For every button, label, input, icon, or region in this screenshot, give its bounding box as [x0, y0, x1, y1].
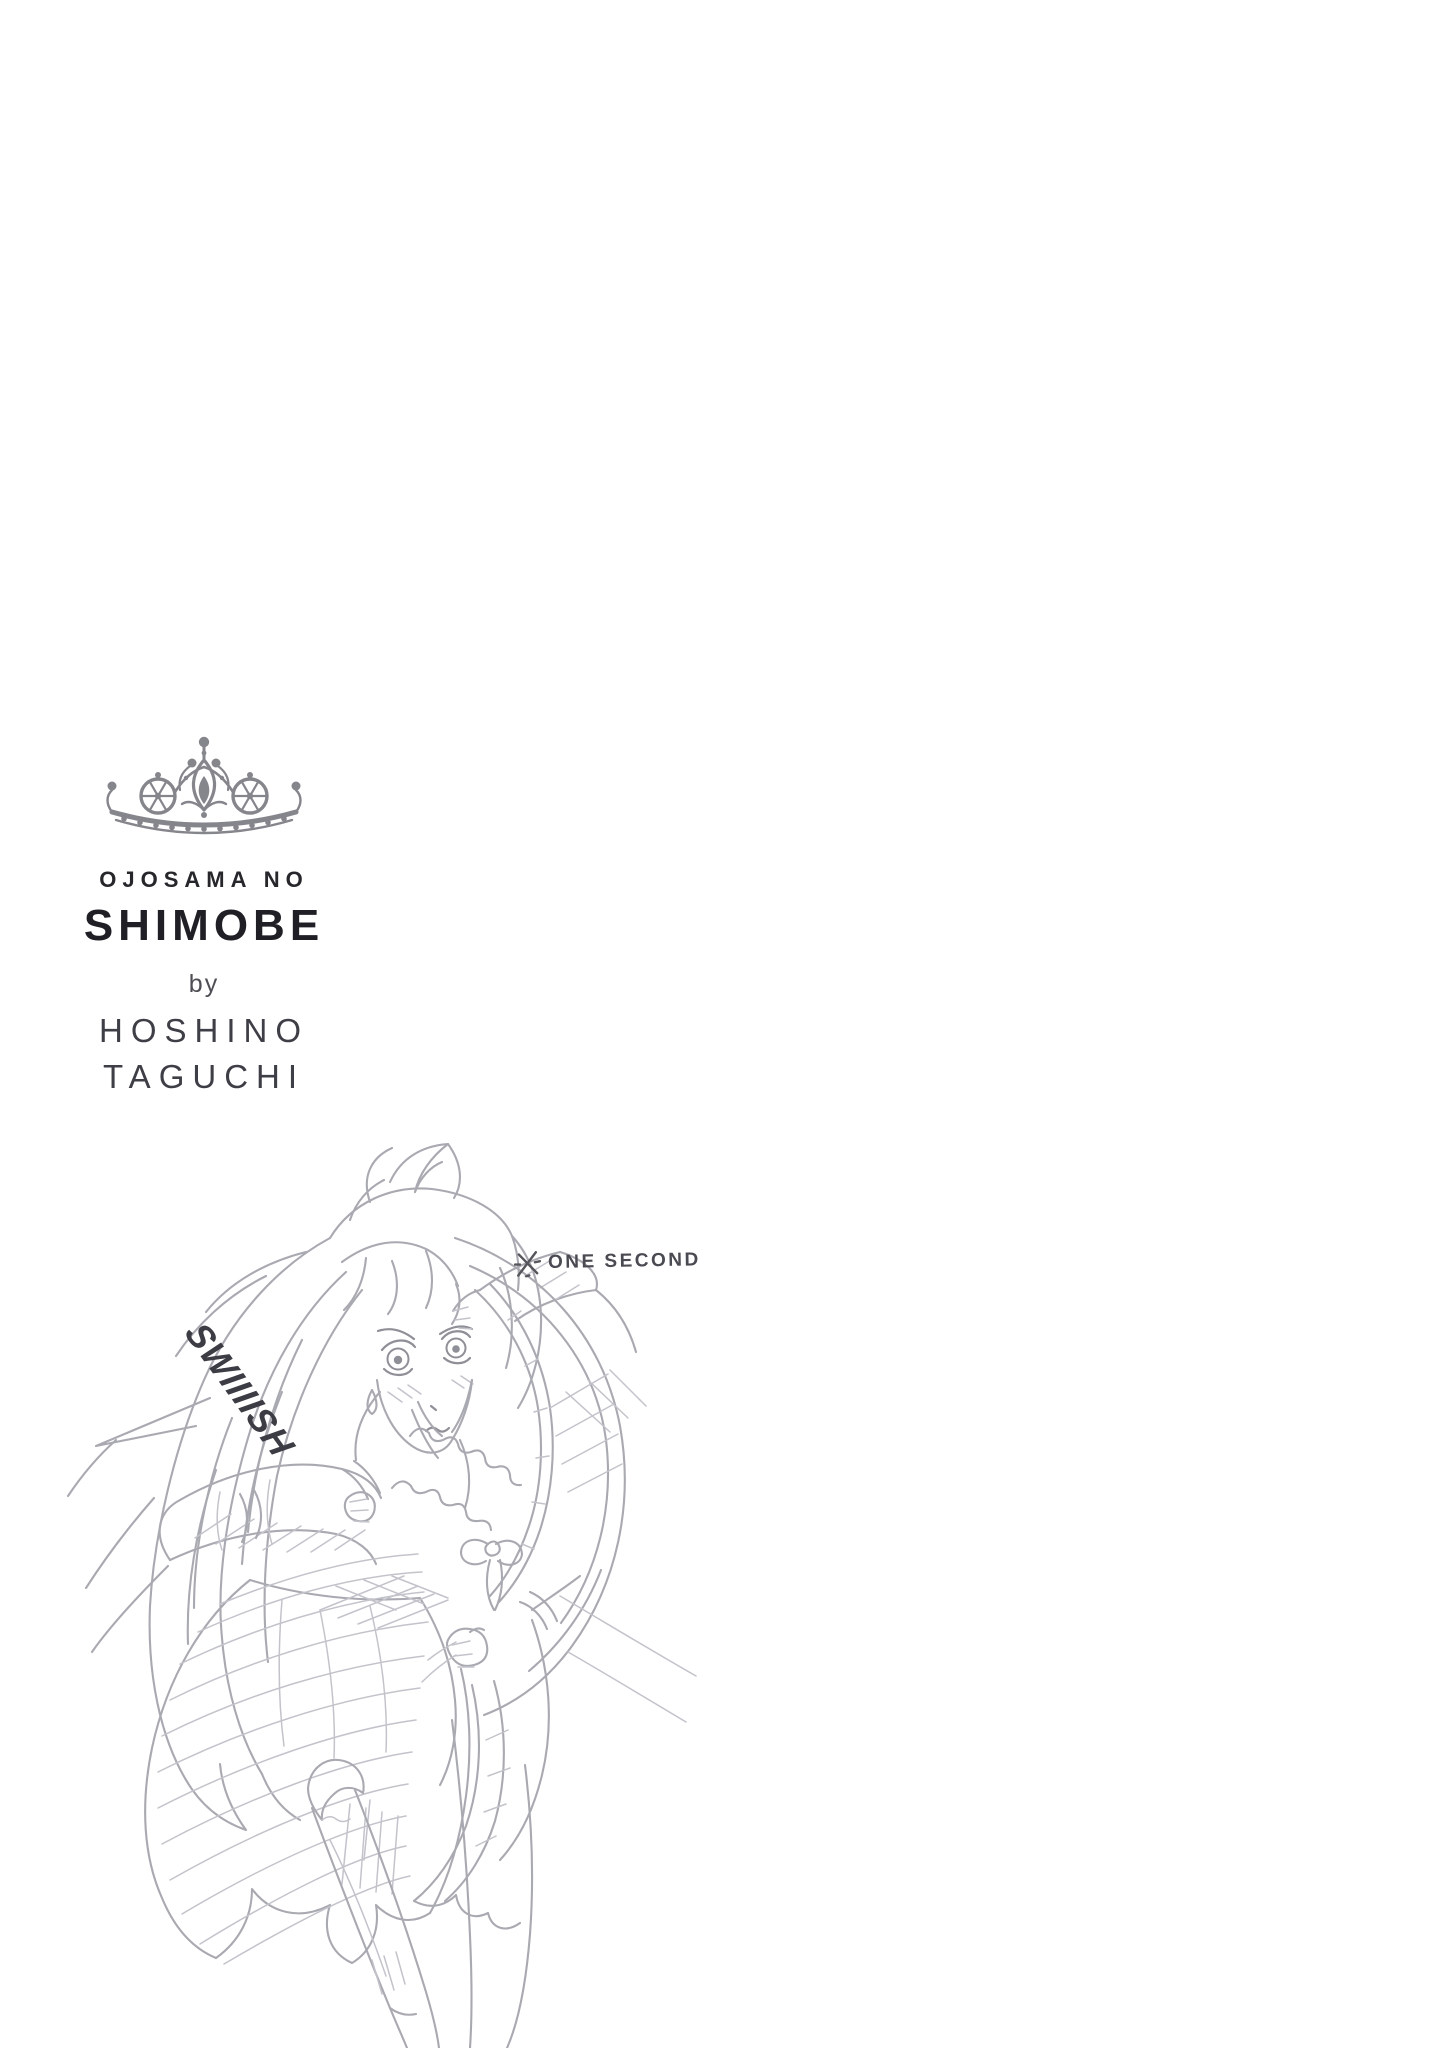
note-one-second	[514, 1245, 701, 1277]
series-title-line1: OJOSAMA NO	[99, 867, 309, 892]
legs	[312, 1720, 532, 2048]
byline: by	[188, 970, 220, 998]
title-block	[80, 734, 328, 1154]
note-text: ONE SECOND	[547, 1248, 701, 1273]
note-asterisk-icon	[514, 1248, 542, 1277]
hem-holding-hand	[414, 1576, 580, 1928]
bodice-bow	[461, 1540, 522, 1610]
character-sketch-illustration	[20, 1140, 740, 2048]
series-title-line2: SHIMOBE	[83, 901, 325, 950]
tiara-icon	[102, 734, 306, 840]
motion-swoosh-arcs	[455, 1238, 696, 1722]
author-name-line2: TAGUCHI	[102, 1058, 306, 1095]
collar-frills	[355, 1392, 521, 1530]
skirt	[145, 1554, 469, 1964]
face	[368, 1326, 474, 1452]
sfx-swiiiish: SWIIIISH	[176, 1316, 304, 1463]
author-name-line1: HOSHINO	[98, 1012, 309, 1049]
